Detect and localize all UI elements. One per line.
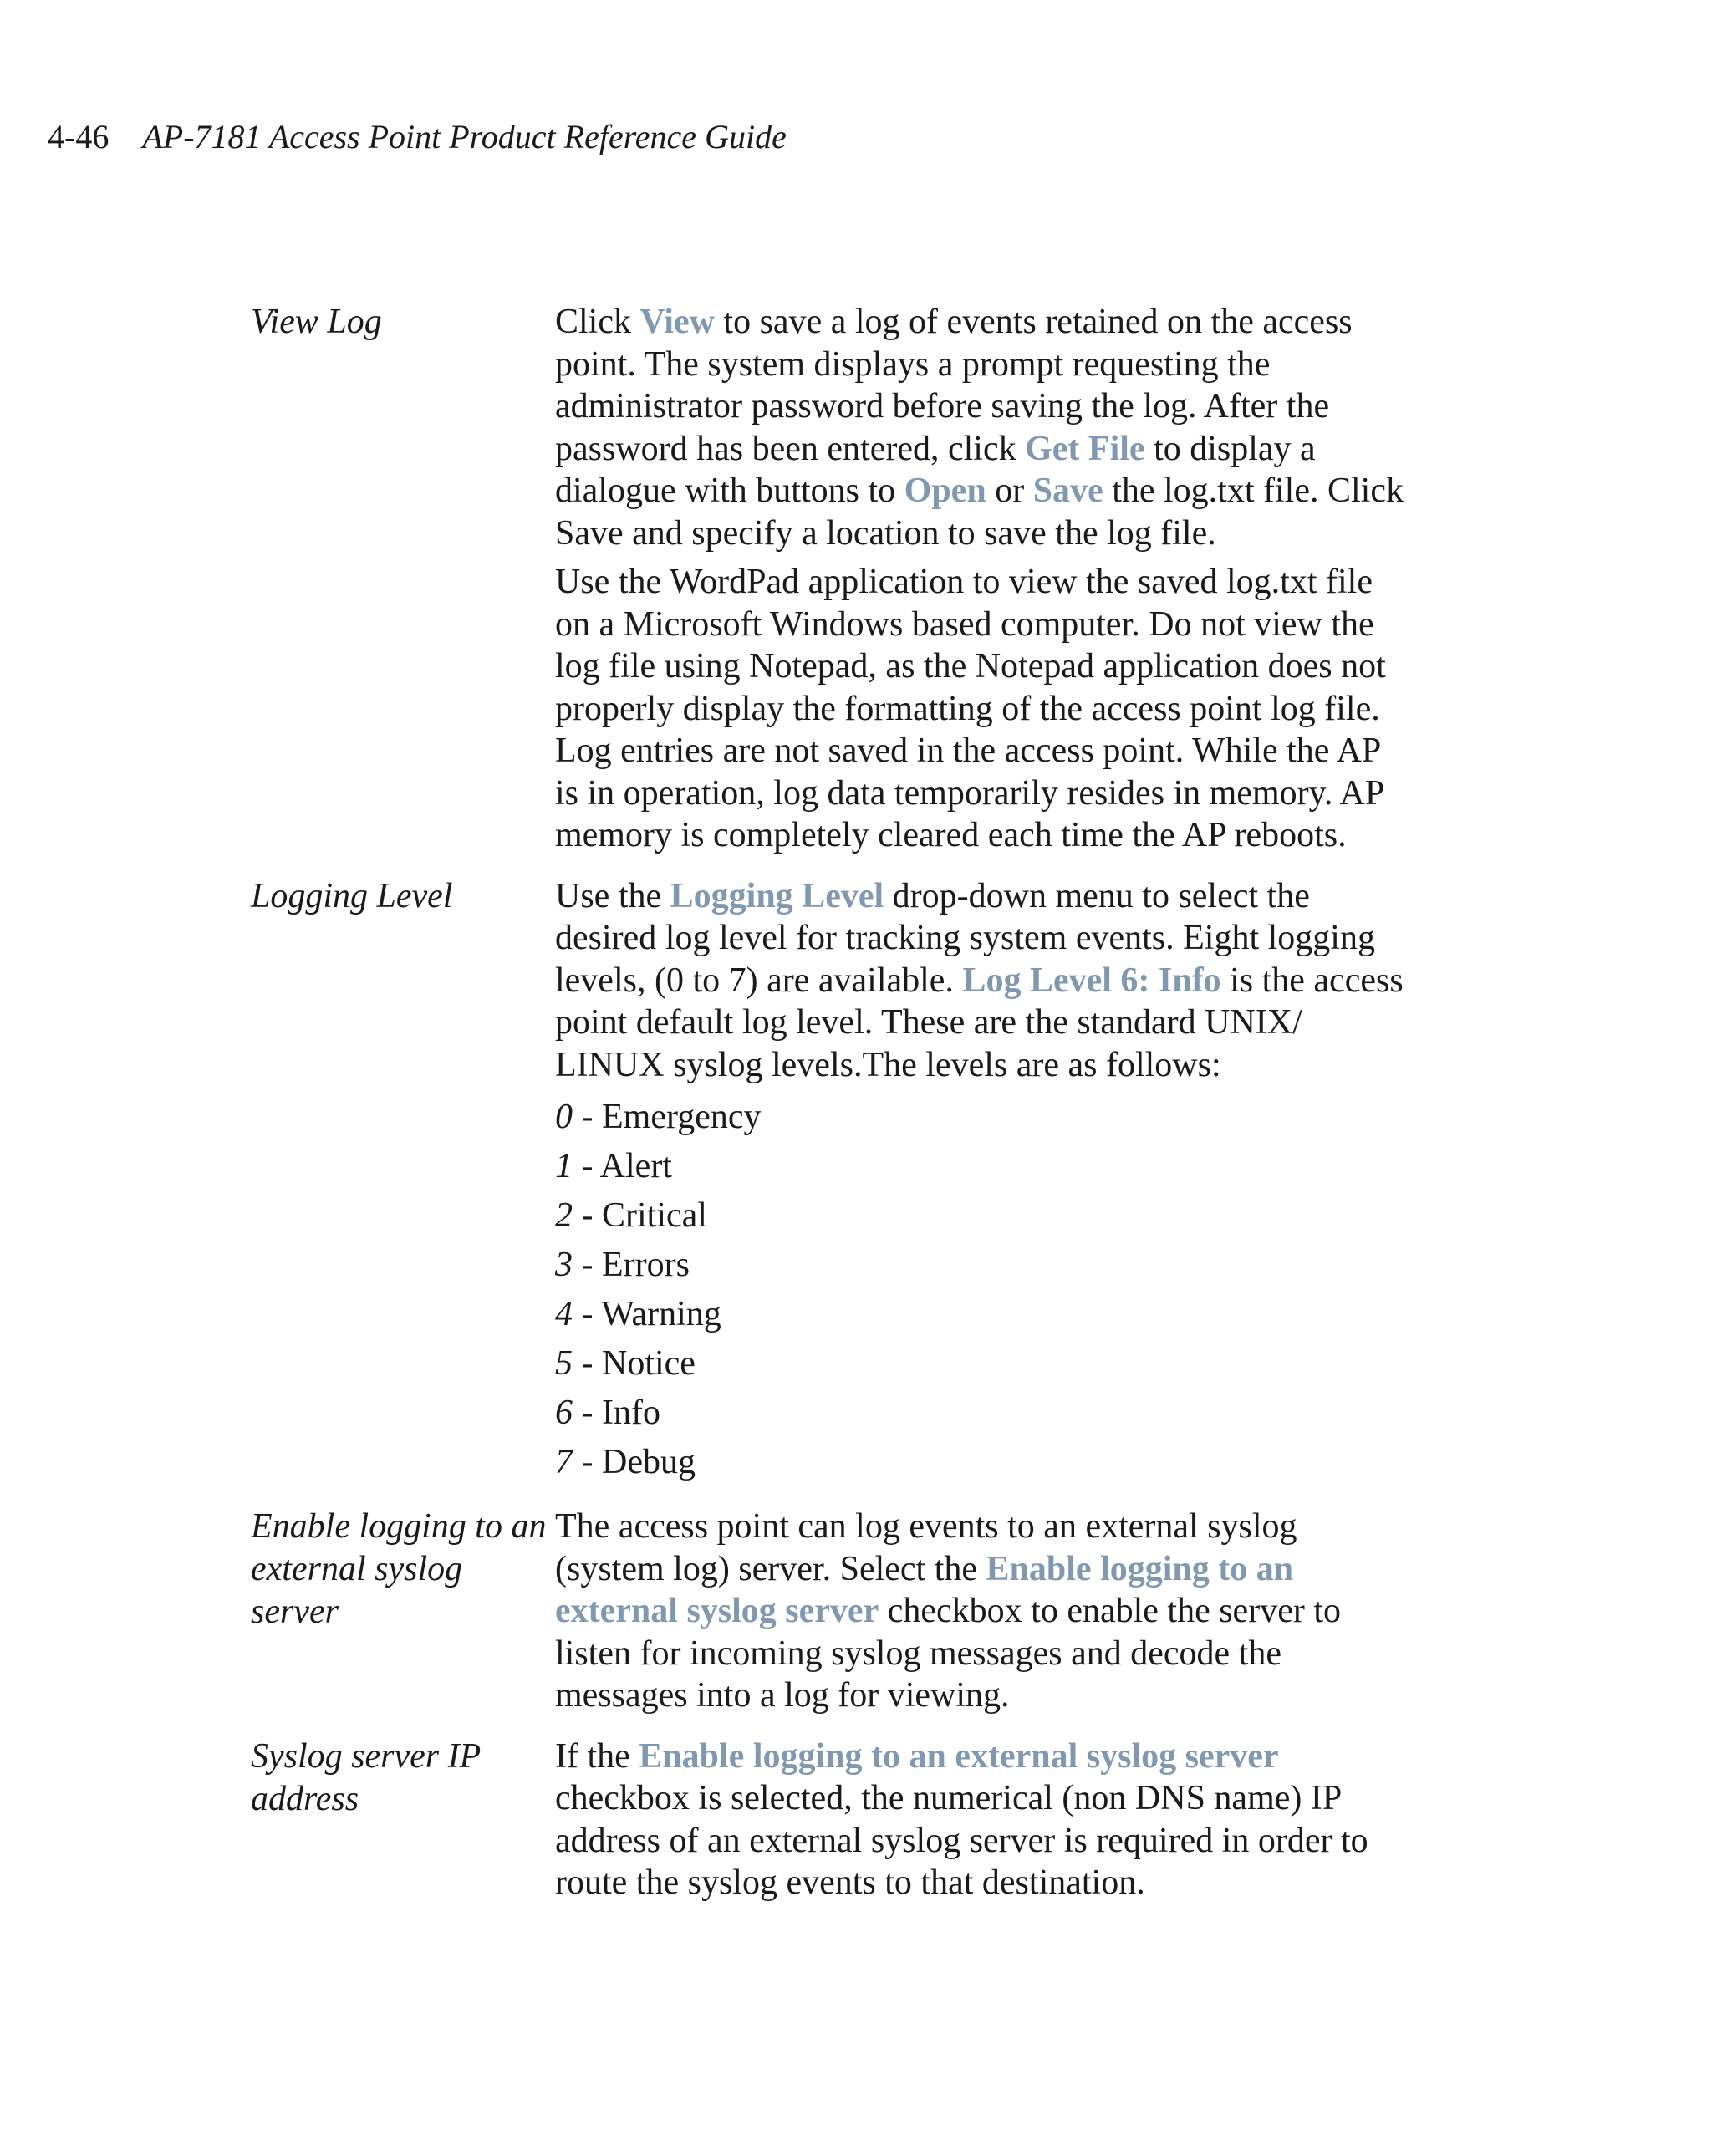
log-level-item: [555, 1191, 1408, 1241]
row-logging-level: [251, 875, 1421, 1488]
level-name: Notice: [602, 1344, 696, 1383]
term-logging-level: Logging Level: [251, 876, 453, 915]
page-number: 4-46: [48, 118, 110, 155]
text-segment: to save a log of events retained on the access point. The system displays a prompt requesting the administrator password before saving the log. After the password has been entered, click: [555, 303, 1353, 468]
level-number: 5: [555, 1344, 573, 1383]
log-level-item: [555, 1290, 1408, 1339]
desc-view-log: [555, 301, 1408, 857]
level-separator: -: [573, 1443, 602, 1481]
log-level-item: [555, 1142, 1408, 1191]
guide-title: AP-7181 Access Point Product Reference Guide: [142, 118, 787, 155]
log-level-item: [555, 1438, 1408, 1487]
keyword-save: Save: [1032, 471, 1103, 510]
level-separator: -: [573, 1394, 602, 1432]
level-name: Critical: [602, 1196, 707, 1235]
running-header: [48, 115, 787, 159]
keyword-logging-level: Logging Level: [670, 876, 884, 915]
logging-level-paragraph: [555, 875, 1408, 1087]
text-segment: checkbox to enable the server to listen for incoming syslog messages and decode the messages into a log for viewing.: [555, 1592, 1341, 1715]
level-separator: -: [573, 1246, 602, 1284]
keyword-log-level-6-info: Log Level 6: Info: [962, 961, 1221, 1000]
level-number: 6: [555, 1394, 573, 1432]
row-view-log: [251, 301, 1421, 857]
text-segment: or: [986, 471, 1033, 510]
level-number: 3: [555, 1246, 573, 1284]
level-number: 4: [555, 1295, 573, 1333]
view-log-paragraph-1: [555, 301, 1408, 554]
text-segment: The access point can log events to an external syslog (system log) server. Select the: [555, 1507, 1297, 1588]
desc-enable-logging: [555, 1506, 1408, 1717]
level-name: Info: [602, 1394, 660, 1432]
view-log-paragraph-2: Use the WordPad application to view the saved log.txt file on a Microsoft Windows based computer. Do not view the log file using Notepad, as the Notepad application does not properly display the formatting of the access point log file. Log entries are not saved in the access point. While the AP is in operation, log data temporarily resides in memory. AP memory is completely cleared each time the AP reboots.: [555, 563, 1386, 854]
definition-table: [251, 301, 1421, 1904]
level-name: Alert: [599, 1147, 672, 1185]
level-number: 2: [555, 1196, 573, 1235]
text-segment: the log.txt file. Click Save and specify a location to save the log file.: [555, 471, 1404, 553]
term-enable-logging: Enable logging to an external syslog server: [251, 1507, 547, 1631]
level-name: Emergency: [602, 1098, 762, 1136]
log-level-item: [555, 1241, 1408, 1290]
keyword-enable-logging: Enable logging to an external syslog server: [555, 1549, 1294, 1630]
term-view-log: View Log: [251, 303, 382, 341]
log-level-list: [555, 1093, 1408, 1487]
level-name: Warning: [601, 1295, 721, 1333]
text-segment: drop-down menu to select the desired log level for tracking system events. Eight logging levels, (0 to 7) are available.: [555, 876, 1375, 1000]
log-level-item: [555, 1389, 1408, 1438]
desc-syslog-server-ip: [555, 1736, 1408, 1904]
log-level-item: [555, 1339, 1408, 1389]
level-separator: -: [573, 1098, 602, 1136]
syslog-ip-paragraph: [555, 1736, 1408, 1904]
text-segment: Click: [555, 303, 640, 341]
row-syslog-server-ip: [251, 1736, 1421, 1904]
log-level-item: [555, 1093, 1408, 1142]
level-separator: -: [573, 1196, 602, 1235]
desc-logging-level: [555, 875, 1408, 1488]
level-name: Errors: [602, 1246, 690, 1284]
level-number: 0: [555, 1098, 573, 1136]
level-number: 1: [555, 1147, 573, 1185]
level-number: 7: [555, 1443, 573, 1481]
level-separator: -: [573, 1295, 602, 1333]
term-syslog-server-ip: Syslog server IP address: [251, 1736, 481, 1818]
text-segment: checkbox is selected, the numerical (non DNS name) IP address of an external syslog server is required in order to route the syslog events to that destination.: [555, 1779, 1368, 1902]
enable-logging-paragraph: [555, 1506, 1408, 1717]
keyword-open: Open: [904, 471, 986, 510]
text-segment: to display a dialogue with buttons to: [555, 429, 1316, 510]
keyword-enable-logging: Enable logging to an external syslog server: [639, 1736, 1279, 1776]
text-segment: is the access point default log level. These are the standard UNIX/ LINUX syslog levels.The levels are as follows:: [555, 961, 1404, 1084]
row-enable-logging: [251, 1506, 1421, 1717]
keyword-get-file: Get File: [1025, 429, 1145, 468]
level-separator: -: [573, 1147, 600, 1185]
level-separator: -: [573, 1344, 602, 1383]
keyword-view: View: [639, 303, 715, 341]
text-segment: If the: [555, 1736, 639, 1776]
text-segment: Use the: [555, 876, 670, 915]
level-name: Debug: [602, 1443, 696, 1481]
